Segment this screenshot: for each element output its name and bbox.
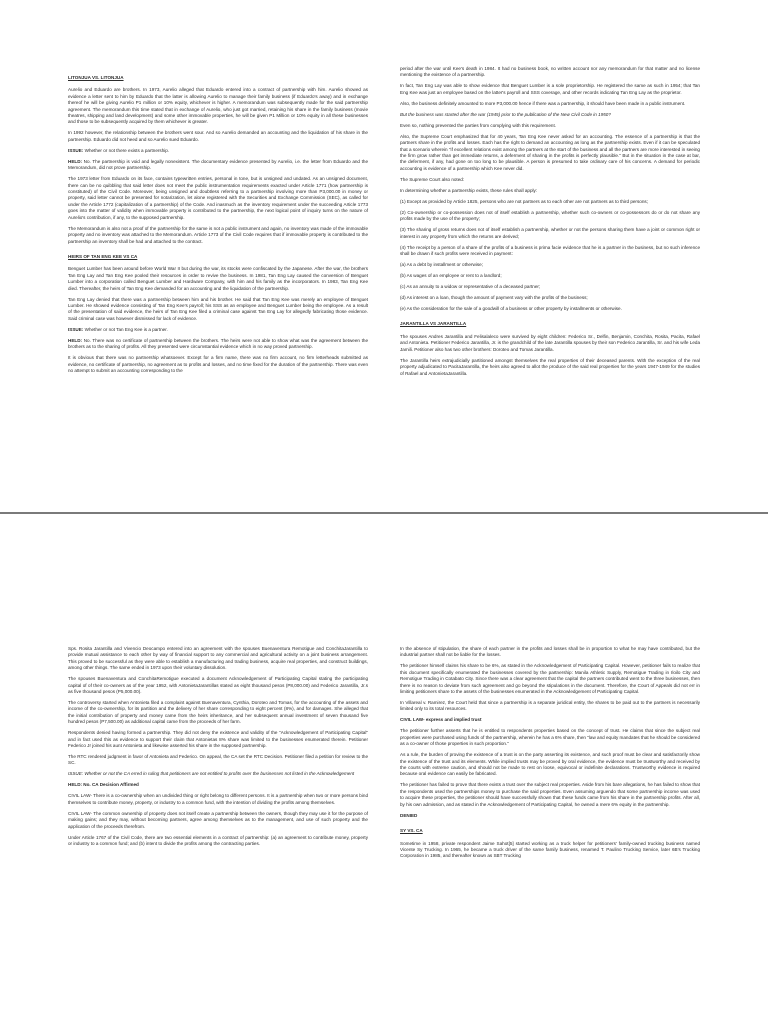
- paragraph: CIVIL LAW- The common ownership of property does not itself create a partnership between the owners, though they may use it for the purpose of making gains; and they may, without becoming partners, agree among themselves as to the management, and use of such property and the application of the proceeds therefrom.: [68, 810, 368, 829]
- italic-paragraph: ISSUE: Whether or not the CA erred in ruling that petitioners are not entitled to profits over the businesses not listed in the Acknowledgement: [68, 771, 355, 777]
- paragraph: The Supreme Court also noted:: [400, 176, 465, 182]
- paragraph: (a) As a debt by installment or otherwise;: [400, 262, 483, 268]
- paragraph: The petitioner has failed to prove that there exists a trust over the subject real properties. Aside from his bare allegations, he has failed to show that the respondents used the partnerships money to purchase the said properties. Even assuming arguendo that some partnership income was used to acquire these properties, the petitioner should have successfully shown that these funds came from his share in the partnership profits. After all, by his own admission, and as stated in the Acknowledgement of Participating Capital, he owned a mere 6% equity in the partnership.: [400, 782, 700, 807]
- paragraph: (e) As the consideration for the sale of a goodwill of a business or other property by installments or otherwise.: [400, 306, 622, 312]
- case-heading: JARANTILLA VS JARANTILLA: [400, 321, 467, 327]
- paragraph: Even so, nothing prevented the parties from complying with this requirement.: [400, 122, 557, 128]
- paragraph: In the absence of stipulation, the share of each partner in the profits and losses shall be in proportion to what he may have contributed, but the industrial partner shall not be liable for the losses.: [400, 646, 700, 658]
- labeled-paragraph: [68, 338, 368, 351]
- paragraph: Aurelio and Eduardo are brothers. In 1973, Aurelio alleged that Eduardo entered into a contract of partnership with him. Aurelio showed as evidence a letter sent to him by Eduardo that the latter is allowing Aurelio to manage their family business (if Eduardo's away) and in exchange thereof he will be giving Aurelio P1 million or 10% equity, whichever is higher. A memorandum was subsequently made for the said partnership agreement. The memorandum this time stated that in exchange of Aurelio, who just got married, retaining his share in the family business (movie theatres, shipping and land development) and some other immovable properties, he will be given P1 Million or 10% equity in all these businesses and those to be subsequently acquired by them whichever is greater.: [68, 87, 368, 125]
- paragraph: In 1992 however, the relationship between the brothers went sour. And so Aurelio demanded an accounting and the liquidation of his share in the partnership. Eduardo did not heed and so Aurelio sued Eduardo.: [68, 130, 368, 142]
- document-page-2: [0, 514, 768, 1024]
- page2-left-column: [68, 514, 368, 852]
- paragraph: Respondents denied having formed a partnership. They did not deny the existence and validity of the "Acknowledgement of Participating Capital" and in fact used this as evidence to support their claim that Antonietas 8% share was limited to the businesses enumerated therein. Petitioner Federico Jr joined his aunt Antonieta and likewise asserted his share in the supposed partnership.: [68, 730, 368, 749]
- paragraph: The spouses Buenaventura and ConchitaRemotigue executed a document Acknowledgement of Participating Capital stating the participating capital of of their co-owners as of the year 1952, with AntonietaJarantillas stated as eight thousand pesos (P8,000.00) and Federico Jarantilla, Jr.s as five thousand pesos (P5,000.00).: [68, 676, 368, 695]
- paragraph: In determining whether a partnership exists, these rules shall apply:: [400, 187, 538, 193]
- paragraph: (4) The receipt by a person of a share of the profits of a business is prima facie evidence that he is a partner in the business, but no such inference shall be drawn if such profits were received in payment:: [400, 244, 700, 257]
- paragraph: Also, the business definitely amounted to more P3,000.00 hence if there was a partnership, it should have been made in a public instrument.: [400, 100, 686, 106]
- paragraph: (3) The sharing of gross returns does not of itself establish a partnership, whether or not the persons sharing them have a joint or common right or interest in any property from which the returns are derived;: [400, 227, 700, 239]
- paragraph: Benguet Lumber has been around before World War II but during the war, its stocks were confiscated by the Japanese. After the war, the brothers Tan Eng Lay and Tan Eng Kee pooled their resources in order to revive the business. In 1981, Tan Eng Lay caused the conversion of Benguet Lumber into a corporation called Benguet Lumber and Hardware Company, with him and his family as the incorporators. In 1983, Tan Eng Kee died. Thereafter, the heirs of Tan Eng Kee demanded for an accounting and the liquidation of the partnership.: [68, 266, 368, 291]
- case-heading: HEIRS OF TAN ENG KEE VS CA: [68, 253, 138, 259]
- paragraph: CIVIL LAW- There is a co-ownership when an undivided thing or right belong to different persons. It is a partnership when two or more persons bind themselves to contribute money, property, or industry to a common fund, with the intention of dividing the profits among themselves.: [68, 793, 368, 805]
- page1-right-column: [400, 0, 700, 382]
- paragraph-text: Whether or not there exists a partnership.: [83, 147, 170, 153]
- paragraph: Sps. Rosita Jarantilla and Vivencio Deocampo entered into an agreement with the spouses Buenaventura Remotigue and ConchitaJarantilla to provide mutual assistance to each other by way of financial support to any commercial and agricultural activity on a joint business arrangement. This proved to be successful as they were able to establish a manufacturing and trading business, acquire real properties, and construct buildings, among other things. The same ended in 1973 upon their voluntary dissolution.: [68, 646, 368, 671]
- paragraph: As a rule, the burden of proving the existence of a trust is on the party asserting its existence, and such proof must be clear and satisfactorily show the existence of the trust and its elements. While implied trusts may be proved by oral evidence, the evidence must be trustworthy and received by the courts with extreme caution, and should not be made to rest on loose, equivocal or indefinite declarations. Trustworthy evidence is required because oral evidence can easily be fabricated.: [400, 752, 700, 777]
- section-label: HELD: No. CA Decision Affirmed: [68, 782, 139, 788]
- labeled-paragraph: [68, 327, 368, 333]
- paragraph: The 1973 letter from Eduardo on its face, contains typewritten entries, personal in tone, but is unsigned and undated. As an unsigned document, there can be no quibbling that said letter does not meet the public instrumentation requirements exacted under Article 1771 (how partnership is constituted) of the Civil Code. Moreover, being unsigned and doubtless referring to a partnership involving more than P3,000.00 in money or property, said letter cannot be presented for notarization, let alone registered with the Securities and Exchange Commission (SEC), as called for under the Article 1772 (capitalization of a partnership) of the Code. And inasmuch as the inventory requirement under the succeeding Article 1773 goes into the matter of validity when immovable property is contributed to the partnership, the next logical point of inquiry turns on the nature of Aurelio's contribution, if any, to the supposed partnership.: [68, 176, 368, 220]
- paragraph-text: Whether or not Tan Eng Kee is a partner.: [83, 326, 168, 332]
- paragraph-label: HELD:: [68, 337, 83, 343]
- paragraph: It is obvious that there was no partnership whatsoever. Except for a firm name, there was no firm account, no firm letterheads submitted as evidence, no certificate of partnership, no agreement as to profits and losses, and no time fixed for the duration of the partnership. There was even no attempt to submit an accounting corresponding to the: [68, 355, 368, 373]
- paragraph: The controversy started when Antonieta filed a complaint against Buenaventura, Cynthia, Doroteo and Tomas, for the accounting of the assets and income of the co-ownership, for its partition and the delivery of her share corresponding to eight percent (8%), and for damages. She alleged that the initial contribution of property and money came from the heirs inheritance, and her subsequent annual investment of seven thousand five hundred pesos (P7,500.00) as additional capital came from the proceeds of her farm.: [68, 700, 368, 725]
- page2-right-column: [400, 514, 700, 864]
- paragraph: Also, the Supreme Court emphasized that for 40 years, Tan Eng Kee never asked for an accounting. The essence of a partnership is that the partners share in the profits and losses. Each has the right to demand an accounting as long as the partnership exists. Even if it can be speculated that a scenario wherein "if excellent relations exist among the partners at the start of the business and all the partners are more interested in seeing the firm grow rather than get immediate returns, a deferment of sharing in the profits is perfectly plausible." But in the situation in the case at bar, the deferment, if any, had gone on too long to be plausible. A person is presumed to take ordinary care of his concerns. A demand for periodic accounting is evidence of a partnership which Kee never did.: [400, 133, 700, 171]
- paragraph: Under Article 1767 of the Civil Code, there are two essential elements in a contract of partnership: (a) an agreement to contribute money, property or industry to a common fund; and (b) intent to divide the profits among the contracting parties.: [68, 834, 368, 847]
- paragraph: The petitioner himself claims his share to be 6%, as stated in the Acknowledgement of Participating Capital. However, petitioner fails to realize that this document specifically enumerated the businesses covered by the partnership: Manila Athletic Supply, Remotigue Trading in Iloilo City and Remotigue Trading in Cotabato City. Since there was a clear agreement that the capital the partners contributed went to the three businesses, then there is no reason to deviate from such agreement and go beyond the stipulations in the document. Therefore, the Court of Appeals did not err in limiting petitioners share to the assets of the businesses enumerated in the Acknowledgement of Participating Capital.: [400, 663, 700, 695]
- paragraph: In Villareal v. Ramirez, the Court held that since a partnership is a separate juridical entity, the shares to be paid out to the partners is necessarily limited only to its total resources.: [400, 700, 700, 712]
- paragraph: In fact, Tan Eng Lay was able to show evidence that Benguet Lumber is a sole proprietorship. He registered the same as such in 1954; that Tan Eng Kee was just an employee based on the latter's payroll and SSS coverage, and other records indicating Tan Eng Lay as the proprietor.: [400, 83, 700, 95]
- labeled-paragraph: [68, 159, 368, 172]
- paragraph: (c) As an annuity to a widow or representative of a deceased partner;: [400, 284, 541, 290]
- paragraph: (1) Except as provided by Article 1825, persons who are not partners as to each other are not partners as to third persons;: [400, 198, 648, 204]
- paragraph: (2) Co-ownership or co-possession does not of itself establish a partnership, whether such co-owners or co-possessors do or do not share any profits made by the use of the property;: [400, 209, 700, 222]
- paragraph: Tan Eng Lay denied that there was a partnership between him and his brother. He said that Tan Eng Kee was merely an employee of Benguet Lumber. He showed evidence consisting of Tan Eng Kee's payroll; his SSS as an employee and Benguet Lumber being the employee. As a result of the presentation of said evidence, the heirs of Tan Eng Kee filed a criminal case against Tan Eng Lay for allegedly fabricating those evidence. Said criminal case was however dismissed for lack of evidence.: [68, 296, 368, 321]
- paragraph: The Jarantilla heirs extrajudicially partitioned amongst themselves the real properties of their deceased parents. With the exception of the real property adjudicated to PacitaJarantilla, the heirs also agreed to allot the produce of the said real properties for the years 1947-1949 for the studies of Rafael and AntonietaJarantilla.: [400, 357, 700, 376]
- section-label: CIVIL LAW- express and implied trust: [400, 717, 482, 723]
- case-heading: SY VS. CA: [400, 828, 423, 834]
- paragraph: The Memorandum is also not a proof of the partnership for the same is not a public instrument and again, no inventory was made of the immovable property and no inventory was attached to the Memorandum. Article 1773 of the Civil Code requires that if immovable property is contributed to the partnership an inventory shall be had and attached to the contract.: [68, 225, 368, 244]
- paragraph: (b) As wages of an employee or rent to a landlord;: [400, 273, 502, 279]
- paragraph: The petitioner further asserts that he is entitled to respondents properties based on the concept of trust. He claims that since the subject real properties were purchased using funds of the partnership, wherein he has a 6% share, then "law and equity mandates that he should be considered as a co-owner of those properties in such proportion.": [400, 728, 700, 747]
- page1-left-column: [68, 0, 368, 379]
- paragraph: The RTC rendered judgment in favor of Antonieta and Federico. On appeal, the CA set the RTC Decision. Petitioner filed a petition for review to the SC.: [68, 754, 368, 766]
- labeled-paragraph: [68, 148, 368, 154]
- paragraph-text: No. There was no certificate of partnership between the brothers. The heirs were not able to show what was the agreement between the brothers as to the sharing of profits. All they presented were circumstantial evidence which in no way proved partnership.: [68, 337, 368, 350]
- paragraph: (d) As interest on a loan, though the amount of payment vary with the profits of the business;: [400, 295, 588, 301]
- italic-paragraph: But the business was started after the war (1945) prior to the publication of the New Civil Code in 1950?: [400, 111, 611, 117]
- paragraph-label: ISSUE:: [68, 326, 84, 332]
- section-label: DENIED: [400, 812, 418, 818]
- paragraph: The spouses Andres Jarantilla and Felisalaleco were survived by eight children: Federico Sr., Delfin, Benjamin, Conchita, Rosita, Pacita, Rafael and Antonieta. Petitioner Federico Jarantilla, Jr. is the grandchild of the late Jarantilla spouses by their son Federico Jarantilla, Sr. and his wife Leda Jamili. Petitioner also has two other brothers: Doroteo and Tomas Jarantilla.: [400, 333, 700, 352]
- paragraph: Sometime in 1958, private respondent Jaime Sahot[5] started working as a truck helper for petitioners' family-owned trucking business named Vicente Sy Trucking. In 1965, he became a truck driver of the same family business, renamed T. Paulino Trucking Service, later 6B's Trucking Corporation in 1985, and thereafter known as SBT Trucking: [400, 840, 700, 859]
- paragraph-text: No. The partnership is void and legally nonexistent. The documentary evidence presented by Aurelio, i.e. the letter from Eduardo and the Memorandum, did not prove partnership.: [68, 158, 368, 171]
- paragraph-label: HELD:: [68, 158, 83, 164]
- paragraph-label: ISSUE:: [68, 147, 84, 153]
- paragraph: period after the war until Kee's death in 1984. It had no business book, no written account nor any memorandum for that matter and no license mentioning the existence of a partnership.: [400, 66, 700, 78]
- case-heading: LITONJUA VS. LITONJUA: [68, 75, 124, 80]
